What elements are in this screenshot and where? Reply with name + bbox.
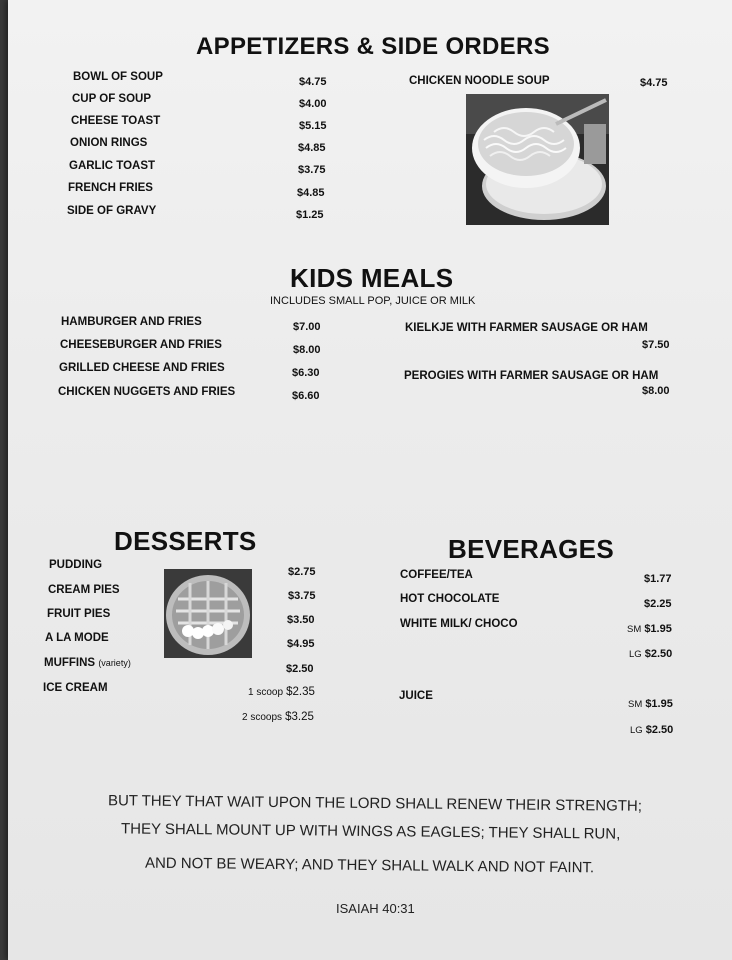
menu-item-price: $1.95 [645, 698, 673, 710]
menu-item-name: PEROGIES WITH FARMER SAUSAGE OR HAM [404, 370, 659, 382]
menu-item-price: $2.50 [286, 663, 314, 675]
size-label: 2 scoops [242, 712, 283, 723]
menu-item-price: $7.00 [293, 321, 321, 333]
verse-reference: ISAIAH 40:31 [336, 901, 415, 916]
menu-item-price: $3.75 [298, 164, 326, 176]
verse-line: BUT THEY THAT WAIT UPON THE LORD SHALL RENEW THEIR STRENGTH; [107, 792, 643, 815]
menu-item-price: $3.25 [285, 711, 314, 723]
menu-item-name: ICE CREAM [43, 682, 108, 694]
menu-item-price: $2.50 [645, 724, 674, 736]
menu-item-name: KIELKJE WITH FARMER SAUSAGE OR HAM [405, 322, 648, 334]
menu-item-name: COFFEE/TEA [400, 569, 473, 581]
size-label: 1 scoop [248, 687, 284, 698]
menu-item-name: ONION RINGS [70, 137, 148, 149]
menu-item-name: A LA MODE [45, 632, 109, 644]
menu-item-price: $5.15 [299, 120, 327, 132]
verse-line: THEY SHALL MOUNT UP WITH WINGS AS EAGLES; THEY SHALL RUN, [120, 820, 621, 843]
size-label: SM [627, 624, 642, 635]
menu-item-price: $4.00 [299, 98, 327, 110]
menu-item-label: MUFFINS [44, 657, 96, 669]
soup-bowl-photo-icon [466, 94, 609, 225]
menu-item-price: $8.00 [293, 344, 321, 356]
menu-item-name: WHITE MILK/ CHOCO [400, 618, 518, 630]
menu-item-name: SIDE OF GRAVY [67, 205, 157, 217]
kids-subtitle: INCLUDES SMALL POP, JUICE OR MILK [270, 295, 476, 307]
menu-item-price: $4.95 [287, 638, 315, 650]
menu-item-price: $2.25 [644, 598, 672, 610]
menu-page [8, 0, 732, 960]
feature-item-price: $4.75 [640, 77, 668, 89]
menu-item-price: $2.75 [288, 566, 316, 578]
menu-item-price: $6.60 [292, 390, 320, 402]
menu-item-name: GARLIC TOAST [69, 160, 156, 172]
pie-photo-icon [164, 569, 252, 658]
menu-item-price: $4.85 [297, 187, 325, 199]
menu-item-price: $2.35 [286, 686, 315, 698]
menu-item-name: CHEESE TOAST [71, 115, 161, 127]
size-label: LG [630, 725, 643, 736]
menu-item-name: CHICKEN NUGGETS AND FRIES [58, 386, 236, 398]
size-price [628, 698, 673, 710]
kids-title: KIDS MEALS [290, 263, 454, 293]
verse-line: AND NOT BE WEARY; AND THEY SHALL WALK AND NOT FAINT. [144, 854, 595, 877]
size-label: LG [629, 649, 642, 660]
desserts-title: DESSERTS [114, 526, 257, 556]
menu-item-price: $7.50 [642, 339, 670, 351]
menu-item-price: $2.50 [644, 648, 673, 660]
menu-item-name: FRENCH FRIES [68, 182, 153, 194]
menu-item-price: $3.50 [287, 614, 315, 626]
menu-item-name [44, 657, 131, 669]
ice-cream-price-2 [242, 711, 314, 723]
menu-item-price: $1.77 [644, 573, 672, 585]
size-label: SM [628, 699, 643, 710]
menu-item-name: HOT CHOCOLATE [400, 593, 500, 605]
size-price [630, 724, 673, 736]
menu-item-name: FRUIT PIES [47, 608, 111, 620]
menu-item-name: JUICE [399, 690, 433, 702]
menu-item-name: GRILLED CHEESE AND FRIES [59, 362, 225, 374]
menu-item-name: CUP OF SOUP [72, 93, 152, 105]
menu-item-name: PUDDING [49, 559, 103, 571]
appetizers-title: APPETIZERS & SIDE ORDERS [196, 33, 550, 60]
ice-cream-price-1 [248, 686, 315, 698]
menu-item-price: $8.00 [642, 385, 670, 397]
menu-item-name: BOWL OF SOUP [73, 71, 163, 83]
menu-item-price: $3.75 [288, 590, 316, 602]
feature-item-name: CHICKEN NOODLE SOUP [409, 75, 550, 87]
menu-item-price: $4.85 [298, 142, 326, 154]
menu-item-note: (variety) [98, 658, 131, 668]
menu-item-price: $6.30 [292, 367, 320, 379]
menu-item-name: CHEESEBURGER AND FRIES [60, 339, 222, 351]
menu-item-price: $1.25 [296, 209, 324, 221]
size-price [629, 648, 672, 660]
size-price [627, 623, 672, 635]
menu-item-price: $1.95 [644, 623, 672, 635]
menu-item-name: CREAM PIES [48, 584, 120, 596]
menu-item-name: HAMBURGER AND FRIES [61, 316, 202, 328]
menu-item-price: $4.75 [299, 76, 327, 88]
beverages-title: BEVERAGES [448, 534, 614, 564]
